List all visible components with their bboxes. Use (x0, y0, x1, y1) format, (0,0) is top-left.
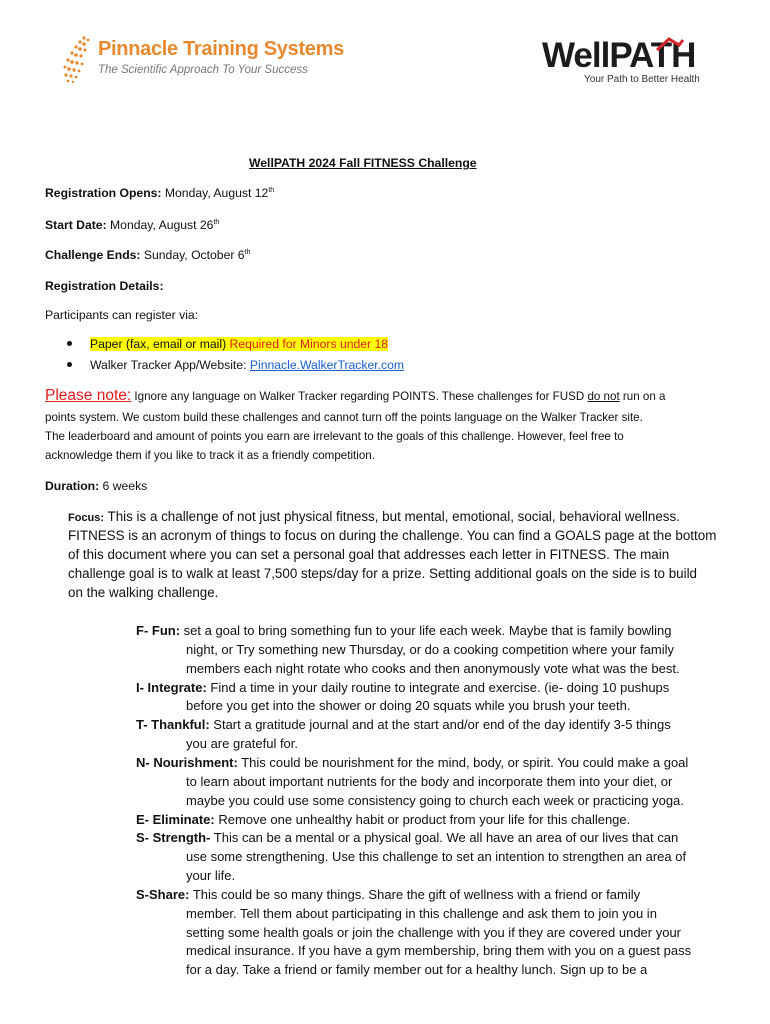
acronym-item: N- Nourishment: This could be nourishment for the mind, body, or spirit. You could make a goal (136, 754, 689, 770)
acronym-item-continuation: medical insurance. If you have a gym membership, bring them with you on a guest pass (186, 943, 692, 959)
note-line-1: Please note: Ignore any language on Walker Tracker regarding POINTS. These challenges for FUSD do not run on a (45, 387, 666, 404)
duration: Duration: 6 weeks (45, 479, 148, 493)
registration-opens: Registration Opens: Monday, August 12th (45, 186, 275, 200)
acronym-item: S- Strength- This can be a mental or a physical goal. We all have an area of our lives that can (136, 830, 679, 846)
acronym-item-continuation: before you get into the shower or doing 20 squats while you brush your teeth. (186, 698, 631, 714)
acronym-item-continuation: to learn about important nutrients for the body and incorporate them into your diet, or (186, 773, 673, 789)
wellpath-name: WellPATH (542, 36, 696, 75)
acronym-item-continuation: night, or Try something new Thursday, or do a cooking competition where your family (186, 641, 674, 657)
registration-details-heading: Registration Details: (45, 279, 164, 293)
acronym-item-continuation: for a day. Take a friend or family member out for a healthy lunch. Sign up to be a (186, 962, 648, 978)
acronym-item: S-Share: This could be so many things. Share the gift of wellness with a friend or family (136, 886, 641, 902)
pinnacle-name: Pinnacle Training Systems (98, 38, 344, 60)
note-line-3: The leaderboard and amount of points you earn are irrelevant to the goals of this challenge. However, feel free to (45, 430, 624, 443)
focus-line-5: on the walking challenge. (68, 585, 219, 600)
focus-line-1: Focus: This is a challenge of not just physical fitness, but mental, emotional, social, behavioral wellness. (68, 509, 680, 524)
bullet-paper: Paper (fax, email or mail) Required for Minors under 18 (90, 337, 389, 351)
start-date: Start Date: Monday, August 26th (45, 218, 220, 232)
wellpath-logo (540, 36, 720, 88)
pinnacle-tagline: The Scientific Approach To Your Success (98, 64, 308, 76)
acronym-item-continuation: you are grateful for. (186, 736, 299, 752)
acronym-item-continuation: use some strengthening. Use this challenge to set an intention to strengthen an area of (186, 849, 687, 865)
note-line-2: points system. We custom build these challenges and cannot turn off the points language on the Walker Tracker site. (45, 411, 643, 424)
walker-tracker-link[interactable]: Pinnacle.WalkerTracker.com (249, 358, 405, 372)
acronym-item-continuation: your life. (186, 868, 236, 884)
wellpath-tagline: Your Path to Better Health (584, 74, 700, 85)
participants-text: Participants can register via: (45, 308, 199, 322)
acronym-item-continuation: maybe you could use some consistency going to church each week or practicing yoga. (186, 792, 684, 808)
bullet-dot (67, 362, 72, 367)
document-title: WellPATH 2024 Fall FITNESS Challenge (249, 156, 477, 170)
acronym-item: E- Eliminate: Remove one unhealthy habit or product from your life for this challenge. (136, 811, 631, 827)
bullet-walker-tracker: Walker Tracker App/Website: Pinnacle.WalkerTracker.com (90, 358, 405, 372)
acronym-item-continuation: members each night rotate who cooks and then anonymously vote what was the best. (186, 660, 680, 676)
acronym-item: I- Integrate: Find a time in your daily routine to integrate and exercise. (ie- doing 10 pushups (136, 679, 670, 695)
pinnacle-logo (62, 34, 344, 90)
focus-line-2: FITNESS is an acronym of things to focus on during the challenge. You can find a GOALS page at the bottom (68, 528, 717, 543)
challenge-ends: Challenge Ends: Sunday, October 6th (45, 248, 251, 262)
focus-line-3: of this document where you can set a personal goal that addresses each letter in FITNESS. The main (68, 547, 670, 562)
bullet-dot (67, 341, 72, 346)
note-line-4: acknowledge them if you like to track it as a friendly competition. (45, 449, 375, 462)
wellpath-arrow-icon (655, 36, 685, 52)
acronym-item-continuation: setting some health goals or join the challenge with you if they are covered under your (186, 924, 682, 940)
pinnacle-dots-icon (62, 34, 96, 84)
acronym-item-continuation: member. Tell them about participating in this challenge and ask them to join you in (186, 905, 657, 921)
focus-line-4: challenge goal is to walk at least 7,500 steps/day for a prize. Setting additional goals on the side is to build (68, 566, 698, 581)
acronym-item: F- Fun: set a goal to bring something fun to your life each week. Maybe that is family bowling (136, 623, 672, 638)
acronym-item: T- Thankful: Start a gratitude journal and at the start and/or end of the day identify 3-5 things (136, 717, 671, 733)
